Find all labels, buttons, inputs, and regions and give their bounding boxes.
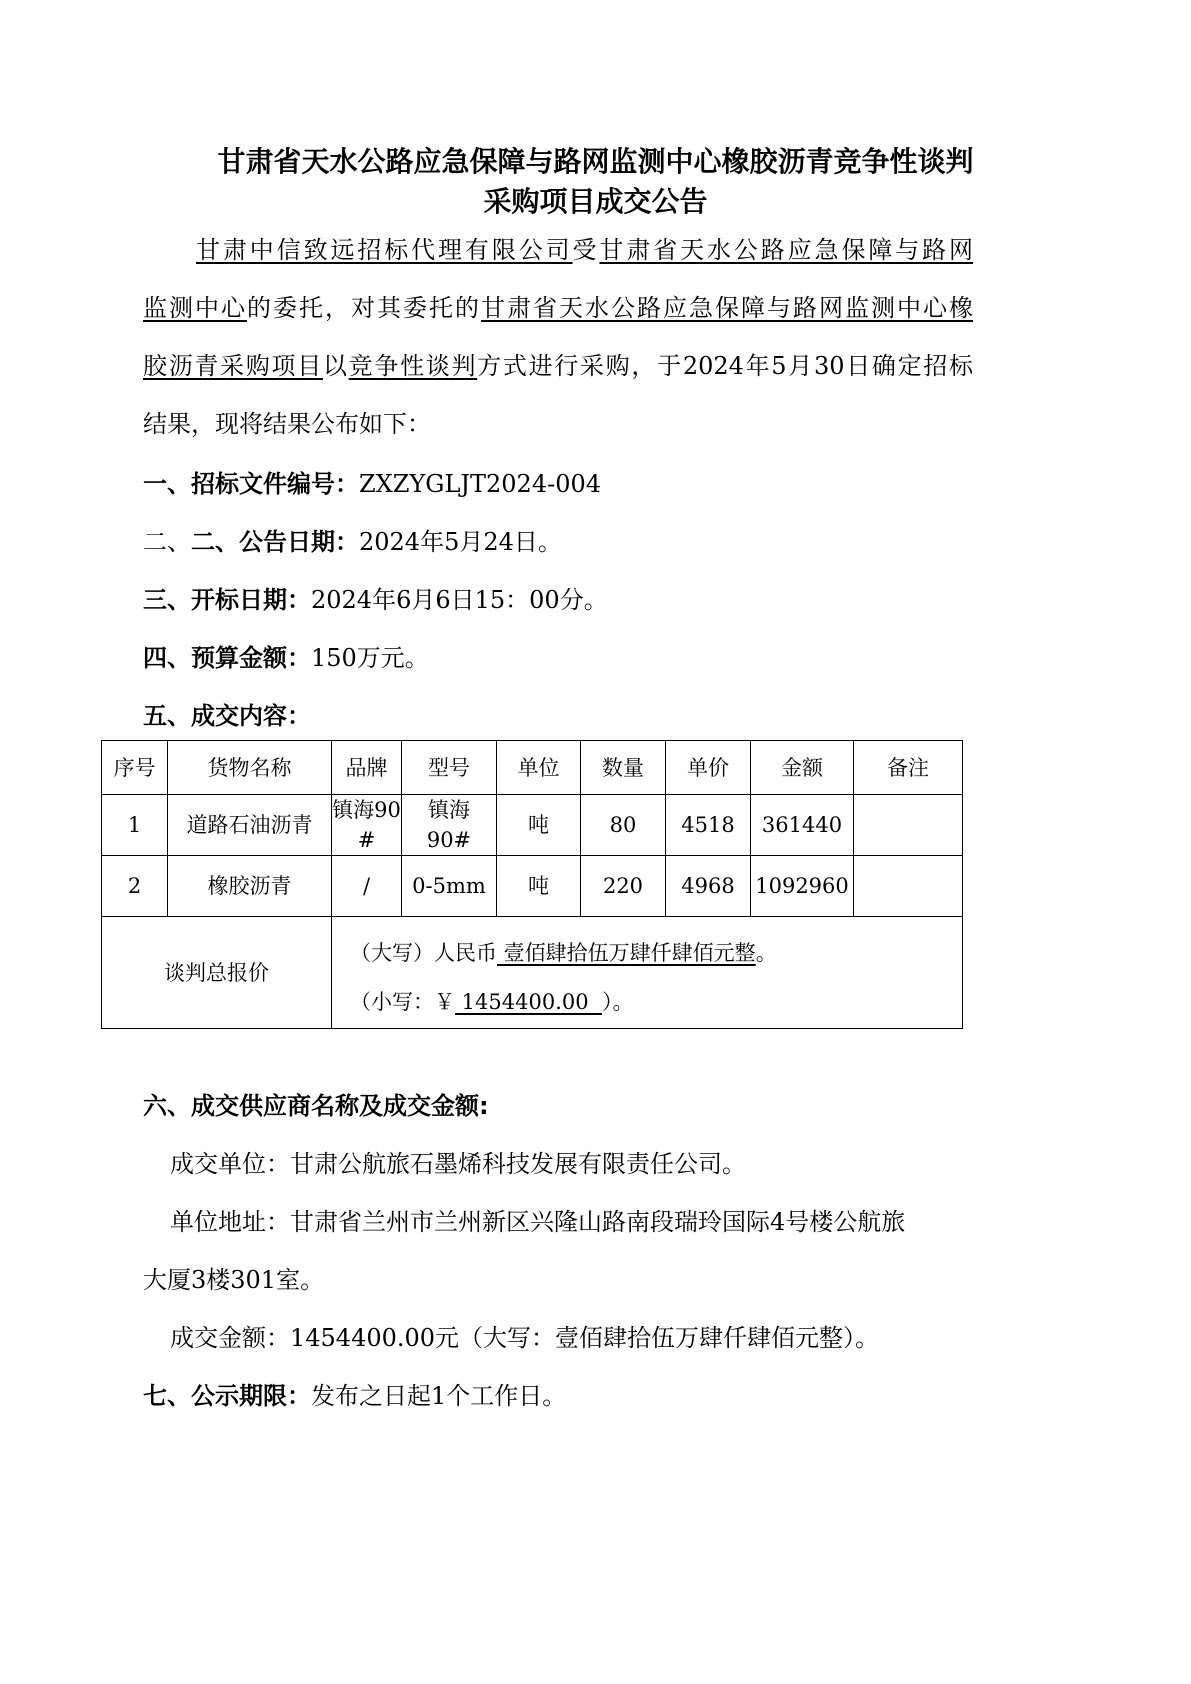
cell: 1092960 (751, 856, 854, 917)
header-cell: 序号 (102, 741, 168, 795)
cell: 2 (102, 856, 168, 917)
total-upper-amount: 壹佰肆拾伍万肆仟肆佰元整 (497, 940, 756, 965)
section-label: 七、公示期限： (143, 1382, 311, 1410)
section-4 (143, 638, 973, 673)
total-lower (350, 982, 962, 1022)
client-name: 甘肃省天水公路应急保障与路网 (599, 236, 974, 264)
cell: 4968 (666, 856, 751, 917)
cell: 镇海90# (332, 795, 402, 856)
header-cell: 品牌 (332, 741, 402, 795)
agency-name: 甘肃中信致远招标代理有限公司 (196, 236, 573, 264)
cell: 橡胶沥青 (168, 856, 332, 917)
cell: 4518 (666, 795, 751, 856)
section-3 (143, 580, 973, 615)
cell: 1 (102, 795, 168, 856)
header-cell: 数量 (581, 741, 666, 795)
section-label: 三、开标日期： (143, 586, 311, 614)
procurement-method: 竞争性谈判 (348, 352, 478, 380)
text: （小写：￥ (350, 989, 455, 1014)
cell: 80 (581, 795, 666, 856)
text: 方式进行采购，于2024年5月30日确定招标 (477, 352, 974, 380)
section-label: 四、预算金额： (143, 644, 311, 672)
intro-line-4: 结果，现将结果公布如下： (143, 410, 431, 438)
client-name-cont: 监测中心 (143, 294, 247, 322)
section-value: 150万元。 (311, 644, 429, 672)
cell: 0-5mm (402, 856, 497, 917)
section-value: 2024年5月24日。 (359, 528, 562, 556)
cell: 220 (581, 856, 666, 917)
cell: 镇海90# (402, 795, 497, 856)
intro-line-3 (143, 346, 973, 381)
section-6: 六、成交供应商名称及成交金额: (143, 1092, 489, 1120)
project-name: 甘肃省天水公路应急保障与路网监测中心橡 (481, 294, 973, 322)
total-row (102, 917, 963, 1029)
text: 。 (755, 940, 777, 965)
cell: 道路石油沥青 (168, 795, 332, 856)
intro-line-1 (196, 230, 973, 265)
table-header-row (102, 741, 963, 795)
cell (854, 795, 963, 856)
section-5: 五、成交内容： (143, 702, 311, 730)
section-label: 一、招标文件编号： (143, 470, 359, 498)
header-cell: 单位 (497, 741, 581, 795)
document-title-line1: 甘肃省天水公路应急保障与路网监测中心橡胶沥青竞争性谈判 (217, 145, 974, 178)
header-cell: 金额 (751, 741, 854, 795)
table-row (102, 856, 963, 917)
total-value-cell (332, 917, 963, 1029)
winner-unit: 成交单位：甘肃公航旅石墨烯科技发展有限责任公司。 (170, 1150, 746, 1178)
section-prefix: 二、 (143, 528, 191, 556)
section-value: 2024年6月6日15：00分。 (311, 586, 608, 614)
cell: 吨 (497, 795, 581, 856)
cell: / (332, 856, 402, 917)
cell: 吨 (497, 856, 581, 917)
section-value: ZXZYGLJT2024-004 (359, 470, 602, 498)
text: 受 (572, 236, 600, 264)
header-cell: 备注 (854, 741, 963, 795)
contract-table (101, 740, 963, 1029)
text: （大写）人民币 (350, 940, 497, 965)
section-7 (143, 1376, 973, 1411)
header-cell: 货物名称 (168, 741, 332, 795)
text: 的委托，对其委托的 (247, 294, 481, 322)
cell (854, 856, 963, 917)
winner-amount: 成交金额：1454400.00元（大写：壹佰肆拾伍万肆仟肆佰元整）。 (170, 1324, 880, 1352)
winner-address-line2: 大厦3楼301室。 (143, 1266, 325, 1294)
text: ）。 (601, 989, 634, 1014)
total-label: 谈判总报价 (102, 917, 332, 1029)
intro-line-2 (143, 288, 973, 323)
project-name-cont: 胶沥青采购项目 (143, 352, 323, 380)
document-title-line2: 采购项目成交公告 (483, 185, 708, 218)
total-upper (350, 924, 962, 982)
header-cell: 单价 (666, 741, 751, 795)
section-1 (143, 464, 973, 499)
section-value: 发布之日起1个工作日。 (311, 1382, 567, 1410)
text: 以 (322, 352, 349, 380)
section-label: 二、公告日期： (191, 528, 359, 556)
section-2 (143, 522, 973, 557)
total-lower-amount: 1454400.00 (455, 989, 602, 1014)
cell: 361440 (751, 795, 854, 856)
header-cell: 型号 (402, 741, 497, 795)
table-row (102, 795, 963, 856)
winner-address-line1: 单位地址：甘肃省兰州市兰州新区兴隆山路南段瑞玲国际4号楼公航旅 (170, 1208, 906, 1236)
